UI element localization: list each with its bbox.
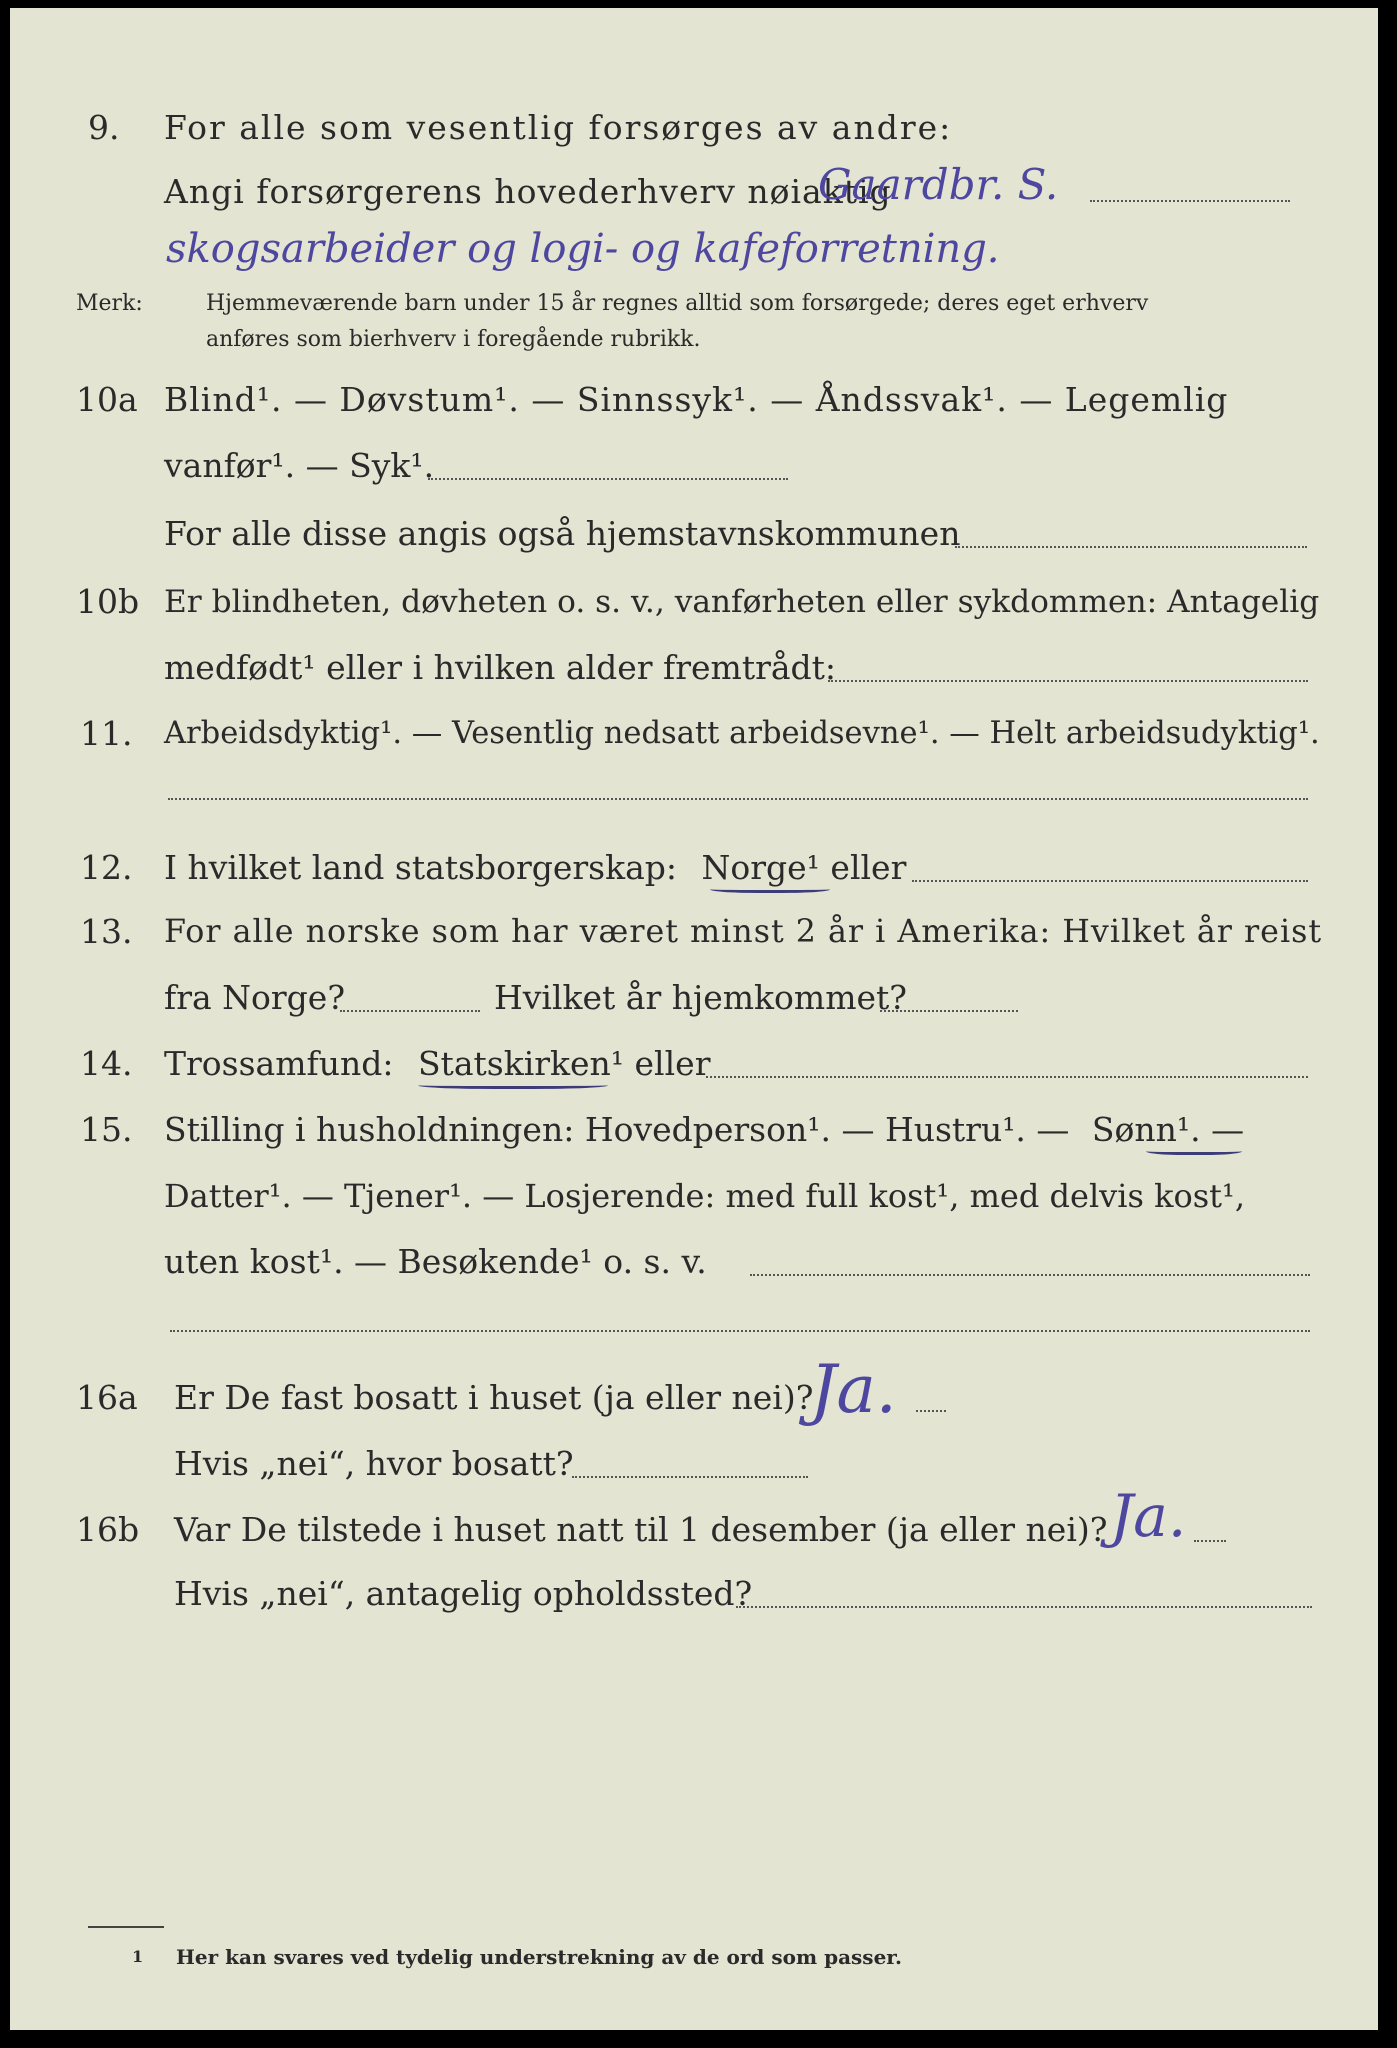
merk-line2: anføres som bierhverv i foregående rubrikk. (206, 327, 701, 352)
q12-question: I hvilket land statsborgerskap: (164, 848, 678, 887)
q14-answer-statskirken: Statskirken¹ (417, 1044, 625, 1083)
footnote-rule (88, 1926, 164, 1928)
q9-handwritten-occupation-1: Gaardbr. S. (818, 160, 1059, 209)
q15-dotted-line-1 (750, 1274, 1310, 1276)
q13-line2a: fra Norge? (164, 978, 346, 1017)
q10a-dotted-line-kommune (955, 546, 1307, 548)
q15-answer-sonn: Sønn¹. (1091, 1110, 1201, 1149)
q10b-line1: Er blindheten, døvheten o. s. v., vanførheten eller sykdommen: Antagelig (164, 584, 1320, 620)
q15-answer-underline (1146, 1146, 1242, 1155)
q10b-number: 10b (76, 582, 140, 621)
q9-line2: Angi forsørgerens hovederhverv nøiaktig (164, 172, 892, 211)
census-form-page (10, 8, 1378, 2030)
q16b-number: 16b (76, 1510, 140, 1549)
q14-number: 14. (80, 1044, 133, 1083)
q9-number: 9. (88, 108, 120, 147)
q11-number: 11. (80, 714, 133, 753)
q9-dotted-line-1 (1090, 200, 1290, 202)
q13-dotted-line-reist (340, 1010, 480, 1012)
q12-answer-underline (710, 884, 830, 893)
q11-line1: Arbeidsdyktig¹. — Vesentlig nedsatt arbeidsevne¹. — Helt arbeidsudyktig¹. (164, 716, 1320, 751)
q16b-line2: Hvis „nei“, antagelig opholdssted? (174, 1574, 753, 1613)
q13-dotted-line-hjemkommet (880, 1010, 1018, 1012)
q10a-dotted-line-syk (428, 478, 788, 480)
q15-line1-text: Stilling i husholdningen: Hovedperson¹. — Hustru¹. — (164, 1110, 1070, 1149)
q9-handwritten-occupation-2: skogsarbeider og logi- og kafeforretning. (166, 226, 1000, 272)
q14-answer-underline (418, 1080, 608, 1089)
q10b-dotted-line (828, 680, 1308, 682)
footnote-text: Her kan svares ved tydelig understrekning av de ord som passer. (176, 1945, 902, 1969)
q16a-line1: Er De fast bosatt i huset (ja eller nei)? (174, 1378, 814, 1417)
q16a-handwritten-answer: Ja. (810, 1351, 897, 1428)
q13-line2b: Hvilket år hjemkommet? (494, 978, 907, 1017)
q15-line3: uten kost¹. — Besøkende¹ o. s. v. (164, 1242, 707, 1281)
q13-number: 13. (80, 912, 133, 951)
q15-number: 15. (80, 1110, 133, 1149)
q12-number: 12. (80, 848, 133, 887)
q16b-handwritten-answer: Ja. (1110, 1482, 1187, 1550)
q14-rest: eller (634, 1044, 711, 1083)
q14-question: Trossamfund: (164, 1044, 394, 1083)
merk-line1: Hjemmeværende barn under 15 år regnes alltid som forsørgede; deres eget erhverv (206, 291, 1149, 316)
q10a-line1: Blind¹. — Døvstum¹. — Sinnssyk¹. — Åndssvak¹. — Legemlig (164, 380, 1229, 419)
q15-line1-dash: — (1211, 1110, 1245, 1149)
q14-dotted-line (706, 1076, 1308, 1078)
q15-line1 (164, 1110, 1244, 1150)
merk-label: Merk: (76, 291, 143, 316)
q10a-line2: vanfør¹. — Syk¹. (164, 446, 435, 485)
q13-line1: For alle norske som har været minst 2 år i Amerika: Hvilket år reist (164, 914, 1323, 950)
q16b-line1: Var De tilstede i huset natt til 1 desember (ja eller nei)? (174, 1510, 1108, 1549)
q12-rest: eller (830, 848, 907, 887)
q16b-dotted-line-2 (736, 1606, 1312, 1608)
footnote-mark: 1 (132, 1947, 144, 1966)
q16a-dotted-line-1 (916, 1410, 946, 1412)
q12-line (164, 848, 906, 888)
q16a-number: 16a (76, 1378, 138, 1417)
q10a-number: 10a (76, 380, 138, 419)
q14-line (164, 1044, 710, 1084)
q12-answer-norge: Norge¹ (701, 848, 820, 887)
q12-dotted-line (912, 880, 1308, 882)
q16a-dotted-line-2 (572, 1476, 808, 1478)
q15-line2: Datter¹. — Tjener¹. — Losjerende: med full kost¹, med delvis kost¹, (164, 1177, 1246, 1215)
q11-dotted-line (168, 798, 1308, 800)
q9-line1: For alle som vesentlig forsørges av andre: (164, 108, 953, 147)
q16a-line2: Hvis „nei“, hvor bosatt? (174, 1444, 574, 1483)
q15-dotted-line-2 (170, 1330, 1310, 1332)
q10b-line2: medfødt¹ eller i hvilken alder fremtrådt: (164, 648, 837, 687)
q10a-line3: For alle disse angis også hjemstavnskommunen (164, 514, 961, 553)
q16b-dotted-line-1 (1194, 1540, 1226, 1542)
